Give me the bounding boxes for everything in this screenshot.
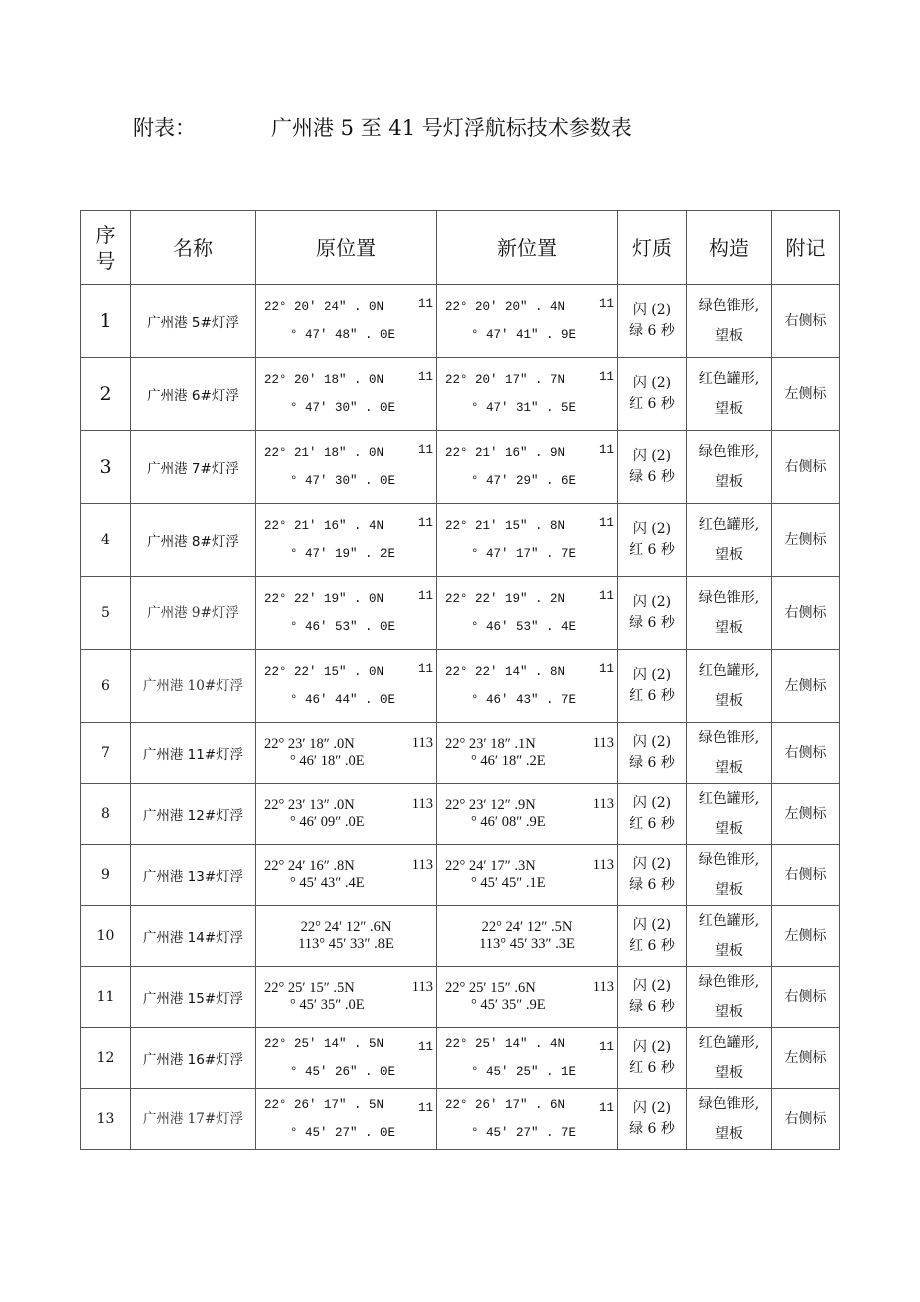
seq: 12: [96, 1050, 115, 1066]
light-character-cell: [618, 906, 687, 967]
new-l2: ° 45′ 45″ .1E: [471, 875, 546, 891]
new-tail: 11: [598, 1040, 614, 1054]
orig-l1: 22° 23′ 13″ .0N: [264, 797, 355, 813]
new-l1: 22° 25′ 15″ .6N: [445, 980, 536, 996]
new-l1: 22° 23′ 12″ .9N: [445, 797, 536, 813]
seq: 2: [99, 383, 112, 405]
structure-cell: [687, 906, 772, 967]
seq-cell: [81, 845, 131, 906]
seq-cell: [81, 358, 131, 431]
new-position-cell: [437, 845, 618, 906]
new-l1: 22° 26′ 17″ . 6N: [445, 1098, 566, 1112]
light-l1: 闪 (2): [632, 1039, 672, 1055]
new-position-cell: [437, 431, 618, 504]
new-l1: 22° 22′ 19″ . 2N: [445, 592, 566, 606]
table-row: [81, 358, 840, 431]
struct-l1: 红色罐形,: [698, 913, 760, 929]
remarks-cell: [772, 845, 840, 906]
light-l1: 闪 (2): [632, 1100, 672, 1116]
seq-cell: [81, 650, 131, 723]
name-cell: [131, 845, 256, 906]
name: 广州港 8#灯浮: [147, 534, 239, 550]
new-l2: ° 46′ 43″ . 7E: [471, 693, 577, 707]
orig-l2: ° 47′ 30″ . 0E: [290, 401, 396, 415]
seq: 11: [96, 989, 115, 1005]
note: 右侧标: [784, 745, 827, 761]
appendix-label: 附表：: [133, 116, 196, 140]
seq-cell: [81, 431, 131, 504]
remarks-cell: [772, 784, 840, 845]
orig-tail: 11: [417, 370, 433, 384]
struct-l2: 望板: [715, 882, 743, 898]
light-l1: 闪 (2): [632, 978, 672, 994]
remarks-cell: [772, 967, 840, 1028]
name: 广州港 12#灯浮: [142, 808, 244, 824]
struct-l1: 绿色锥形,: [698, 590, 760, 606]
seq: 7: [101, 745, 110, 761]
struct-l1: 绿色锥形,: [698, 974, 760, 990]
header-seq: 序 号: [81, 211, 131, 285]
remarks-cell: [772, 1089, 840, 1150]
struct-l2: 望板: [715, 693, 743, 709]
struct-l2: 望板: [715, 943, 743, 959]
new-tail: 11: [598, 516, 614, 530]
original-position-cell: [256, 967, 437, 1028]
struct-l2: 望板: [715, 401, 743, 417]
name: 广州港 5#灯浮: [147, 315, 239, 331]
structure-cell: [687, 967, 772, 1028]
new-l2: ° 45′ 27″ . 7E: [471, 1126, 577, 1140]
note: 左侧标: [784, 678, 827, 694]
name: 广州港 7#灯浮: [147, 461, 239, 477]
original-position-cell: [256, 285, 437, 358]
orig-tail: 11: [417, 662, 433, 676]
orig-tail: 11: [417, 443, 433, 457]
light-l2: 绿 6 秒: [629, 999, 675, 1015]
light-l1: 闪 (2): [632, 856, 672, 872]
structure-cell: [687, 358, 772, 431]
new-position-cell: [437, 1028, 618, 1089]
original-position-cell: [256, 577, 437, 650]
struct-l1: 绿色锥形,: [698, 298, 760, 314]
structure-cell: [687, 845, 772, 906]
new-l1: 22° 21′ 15″ . 8N: [445, 519, 566, 533]
new-l2: ° 46′ 53″ . 4E: [471, 620, 577, 634]
light-character-cell: [618, 504, 687, 577]
name-cell: [131, 431, 256, 504]
new-tail: 11: [598, 297, 614, 311]
new-l1: 22° 24′ 17″ .3N: [445, 858, 536, 874]
seq-cell: [81, 967, 131, 1028]
table-row: [81, 504, 840, 577]
remarks-cell: [772, 358, 840, 431]
new-tail: 11: [598, 443, 614, 457]
struct-l1: 绿色锥形,: [698, 444, 760, 460]
header-name: 名称: [131, 211, 256, 285]
seq-cell: [81, 285, 131, 358]
remarks-cell: [772, 650, 840, 723]
structure-cell: [687, 431, 772, 504]
new-position-cell: [437, 577, 618, 650]
name-cell: [131, 723, 256, 784]
light-character-cell: [618, 431, 687, 504]
structure-cell: [687, 1028, 772, 1089]
light-l2: 绿 6 秒: [629, 323, 675, 339]
light-l2: 红 6 秒: [629, 816, 675, 832]
seq: 4: [101, 532, 110, 548]
light-l2: 绿 6 秒: [629, 1121, 675, 1137]
light-l2: 绿 6 秒: [629, 615, 675, 631]
orig-l2: ° 47′ 30″ . 0E: [290, 474, 396, 488]
name-cell: [131, 1089, 256, 1150]
seq: 9: [101, 867, 110, 883]
struct-l1: 红色罐形,: [698, 517, 760, 533]
orig-l1: 22° 25′ 14″ . 5N: [264, 1037, 385, 1051]
name-cell: [131, 906, 256, 967]
name-cell: [131, 285, 256, 358]
original-position-cell: [256, 1028, 437, 1089]
structure-cell: [687, 1089, 772, 1150]
new-tail: 11: [598, 370, 614, 384]
struct-l1: 红色罐形,: [698, 791, 760, 807]
name: 广州港 10#灯浮: [142, 677, 244, 694]
new-position-cell: [437, 784, 618, 845]
new-position-cell: [437, 650, 618, 723]
original-position-cell: [256, 650, 437, 723]
orig-tail: 113: [411, 796, 433, 812]
new-l1: 22° 21′ 16″ . 9N: [445, 446, 566, 460]
original-position-cell: [256, 504, 437, 577]
light-l1: 闪 (2): [632, 667, 672, 683]
buoy-parameter-table: [80, 210, 840, 1150]
original-position-cell: [256, 1089, 437, 1150]
light-character-cell: [618, 285, 687, 358]
new-position-cell: [437, 967, 618, 1028]
light-l1: 闪 (2): [632, 448, 672, 464]
remarks-cell: [772, 577, 840, 650]
structure-cell: [687, 784, 772, 845]
seq: 6: [101, 678, 110, 694]
header-structure: 构造: [687, 211, 772, 285]
new-position-cell: [437, 358, 618, 431]
header-remarks: 附记: [772, 211, 840, 285]
table-row: [81, 967, 840, 1028]
struct-l1: 绿色锥形,: [698, 1096, 760, 1112]
struct-l2: 望板: [715, 1126, 743, 1142]
remarks-cell: [772, 906, 840, 967]
header-new-position: 新位置: [437, 211, 618, 285]
name-cell: [131, 358, 256, 431]
light-character-cell: [618, 1089, 687, 1150]
light-l2: 绿 6 秒: [629, 877, 675, 893]
light-character-cell: [618, 650, 687, 723]
new-l2: ° 47′ 17″ . 7E: [471, 547, 577, 561]
note: 右侧标: [784, 459, 827, 475]
table-row: [81, 845, 840, 906]
new-position-cell: [437, 504, 618, 577]
orig-tail: 11: [417, 297, 433, 311]
orig-l1: 22° 24′ 12″ .6N: [300, 919, 392, 935]
seq: 1: [99, 310, 112, 332]
structure-cell: [687, 285, 772, 358]
struct-l1: 红色罐形,: [698, 1035, 760, 1051]
orig-l2: ° 45′ 43″ .4E: [290, 875, 365, 891]
name-cell: [131, 967, 256, 1028]
light-l2: 绿 6 秒: [629, 755, 675, 771]
orig-l1: 22° 23′ 18″ .0N: [264, 736, 355, 752]
orig-l2: ° 46′ 09″ .0E: [290, 814, 365, 830]
name-cell: [131, 577, 256, 650]
new-tail: 113: [592, 979, 614, 995]
remarks-cell: [772, 285, 840, 358]
new-tail: 11: [598, 662, 614, 676]
orig-tail: 11: [417, 1040, 433, 1054]
seq: 10: [96, 928, 115, 944]
new-l2: ° 47′ 41″ . 9E: [471, 328, 577, 342]
new-position-cell: [437, 285, 618, 358]
title-text: 广州港 5 至 41 号灯浮航标技术参数表: [271, 116, 632, 140]
new-l2: ° 47′ 29″ . 6E: [471, 474, 577, 488]
orig-l2: ° 46′ 18″ .0E: [290, 753, 365, 769]
new-l1: 22° 22′ 14″ . 8N: [445, 665, 566, 679]
struct-l1: 绿色锥形,: [698, 852, 760, 868]
structure-cell: [687, 723, 772, 784]
new-l2: ° 46′ 18″ .2E: [471, 753, 546, 769]
original-position-cell: [256, 431, 437, 504]
seq: 8: [101, 806, 110, 822]
note: 右侧标: [784, 1111, 827, 1127]
struct-l2: 望板: [715, 1004, 743, 1020]
new-l2: ° 45′ 35″ .9E: [471, 997, 546, 1013]
new-l2: ° 46′ 08″ .9E: [471, 814, 546, 830]
name-cell: [131, 504, 256, 577]
light-character-cell: [618, 723, 687, 784]
new-l1: 22° 20′ 20″ . 4N: [445, 300, 566, 314]
orig-l1: 22° 24′ 16″ .8N: [264, 858, 355, 874]
name: 广州港 14#灯浮: [142, 930, 244, 946]
table-row: [81, 906, 840, 967]
orig-l1: 22° 25′ 15″ .5N: [264, 980, 355, 996]
structure-cell: [687, 577, 772, 650]
orig-l1: 22° 21′ 18″ . 0N: [264, 446, 385, 460]
name: 广州港 9#灯浮: [147, 604, 239, 621]
orig-tail: 11: [417, 516, 433, 530]
seq-cell: [81, 1089, 131, 1150]
new-l1: 22° 23′ 18″ .1N: [445, 736, 536, 752]
orig-l1: 22° 21′ 16″ . 4N: [264, 519, 385, 533]
header-light-character: 灯质: [618, 211, 687, 285]
new-l1: 22° 24′ 12″ .5N: [481, 919, 573, 935]
light-character-cell: [618, 577, 687, 650]
name-cell: [131, 784, 256, 845]
struct-l1: 红色罐形,: [698, 663, 760, 679]
name: 广州港 15#灯浮: [142, 991, 244, 1007]
structure-cell: [687, 504, 772, 577]
new-tail: 11: [598, 589, 614, 603]
note: 右侧标: [784, 989, 827, 1005]
new-position-cell: [437, 1089, 618, 1150]
header-original-position: 原位置: [256, 211, 437, 285]
note: 左侧标: [784, 1050, 827, 1066]
name: 广州港 11#灯浮: [142, 747, 244, 763]
seq-cell: [81, 1028, 131, 1089]
table-row: [81, 723, 840, 784]
light-l1: 闪 (2): [632, 734, 672, 750]
original-position-cell: [256, 784, 437, 845]
light-l1: 闪 (2): [632, 795, 672, 811]
struct-l2: 望板: [715, 474, 743, 490]
original-position-cell: [256, 358, 437, 431]
new-tail: 11: [598, 1101, 614, 1115]
orig-l2: 113° 45′ 33″ .8E: [298, 936, 394, 952]
structure-cell: [687, 650, 772, 723]
table-row: [81, 650, 840, 723]
seq-cell: [81, 577, 131, 650]
light-character-cell: [618, 1028, 687, 1089]
note: 左侧标: [784, 928, 827, 944]
orig-tail: 11: [417, 1101, 433, 1115]
note: 右侧标: [784, 867, 827, 883]
light-l2: 红 6 秒: [629, 688, 675, 704]
orig-l2: ° 45′ 35″ .0E: [290, 997, 365, 1013]
struct-l2: 望板: [715, 547, 743, 563]
remarks-cell: [772, 504, 840, 577]
orig-l1: 22° 20′ 24″ . 0N: [264, 300, 385, 314]
name: 广州港 6#灯浮: [147, 388, 239, 404]
new-tail: 113: [592, 796, 614, 812]
original-position-cell: [256, 906, 437, 967]
remarks-cell: [772, 431, 840, 504]
seq-cell: [81, 906, 131, 967]
note: 左侧标: [784, 386, 827, 402]
new-position-cell: [437, 723, 618, 784]
orig-l1: 22° 20′ 18″ . 0N: [264, 373, 385, 387]
orig-l2: ° 45′ 26″ . 0E: [290, 1065, 396, 1079]
new-l1: 22° 25′ 14″ . 4N: [445, 1037, 566, 1051]
new-l1: 22° 20′ 17″ . 7N: [445, 373, 566, 387]
light-l1: 闪 (2): [632, 375, 672, 391]
name: 广州港 17#灯浮: [142, 1110, 244, 1127]
light-l1: 闪 (2): [632, 521, 672, 537]
name: 广州港 16#灯浮: [142, 1052, 244, 1068]
orig-l2: ° 46′ 44″ . 0E: [290, 693, 396, 707]
seq: 5: [101, 605, 110, 621]
light-l2: 红 6 秒: [629, 1060, 675, 1076]
original-position-cell: [256, 723, 437, 784]
note: 左侧标: [784, 532, 827, 548]
light-character-cell: [618, 967, 687, 1028]
new-position-cell: [437, 906, 618, 967]
orig-l1: 22° 22′ 15″ . 0N: [264, 665, 385, 679]
struct-l2: 望板: [715, 620, 743, 636]
orig-l1: 22° 26′ 17″ . 5N: [264, 1098, 385, 1112]
light-l2: 红 6 秒: [629, 938, 675, 954]
table-row: [81, 577, 840, 650]
orig-tail: 113: [411, 857, 433, 873]
note: 右侧标: [784, 605, 827, 621]
table-row: [81, 431, 840, 504]
seq-cell: [81, 723, 131, 784]
orig-tail: 11: [417, 589, 433, 603]
note: 左侧标: [784, 806, 827, 822]
orig-l2: ° 47′ 48″ . 0E: [290, 328, 396, 342]
orig-tail: 113: [411, 735, 433, 751]
seq: 3: [99, 456, 112, 478]
table-row: [81, 285, 840, 358]
original-position-cell: [256, 845, 437, 906]
orig-l2: ° 47′ 19″ . 2E: [290, 547, 396, 561]
light-character-cell: [618, 845, 687, 906]
orig-l1: 22° 22′ 19″ . 0N: [264, 592, 385, 606]
seq-cell: [81, 504, 131, 577]
light-l2: 绿 6 秒: [629, 469, 675, 485]
name-cell: [131, 1028, 256, 1089]
light-l2: 红 6 秒: [629, 396, 675, 412]
light-l1: 闪 (2): [632, 917, 672, 933]
note: 右侧标: [784, 313, 827, 329]
light-l1: 闪 (2): [632, 302, 672, 318]
struct-l2: 望板: [715, 760, 743, 776]
seq: 13: [96, 1111, 115, 1127]
light-character-cell: [618, 358, 687, 431]
table-row: [81, 784, 840, 845]
light-l2: 红 6 秒: [629, 542, 675, 558]
name-cell: [131, 650, 256, 723]
orig-l2: ° 46′ 53″ . 0E: [290, 620, 396, 634]
struct-l2: 望板: [715, 821, 743, 837]
name: 广州港 13#灯浮: [142, 869, 244, 885]
new-l2: 113° 45′ 33″ .3E: [479, 936, 575, 952]
table-row: [81, 1089, 840, 1150]
new-l2: ° 45′ 25″ . 1E: [471, 1065, 577, 1079]
document-title: [133, 112, 632, 142]
table-row: [81, 1028, 840, 1089]
new-tail: 113: [592, 857, 614, 873]
light-character-cell: [618, 784, 687, 845]
light-l1: 闪 (2): [632, 594, 672, 610]
remarks-cell: [772, 723, 840, 784]
remarks-cell: [772, 1028, 840, 1089]
struct-l2: 望板: [715, 328, 743, 344]
new-tail: 113: [592, 735, 614, 751]
struct-l2: 望板: [715, 1065, 743, 1081]
orig-l2: ° 45′ 27″ . 0E: [290, 1126, 396, 1140]
new-l2: ° 47′ 31″ . 5E: [471, 401, 577, 415]
seq-cell: [81, 784, 131, 845]
struct-l1: 绿色锥形,: [698, 730, 760, 746]
struct-l1: 红色罐形,: [698, 371, 760, 387]
table-header-row: [81, 211, 840, 285]
orig-tail: 113: [411, 979, 433, 995]
